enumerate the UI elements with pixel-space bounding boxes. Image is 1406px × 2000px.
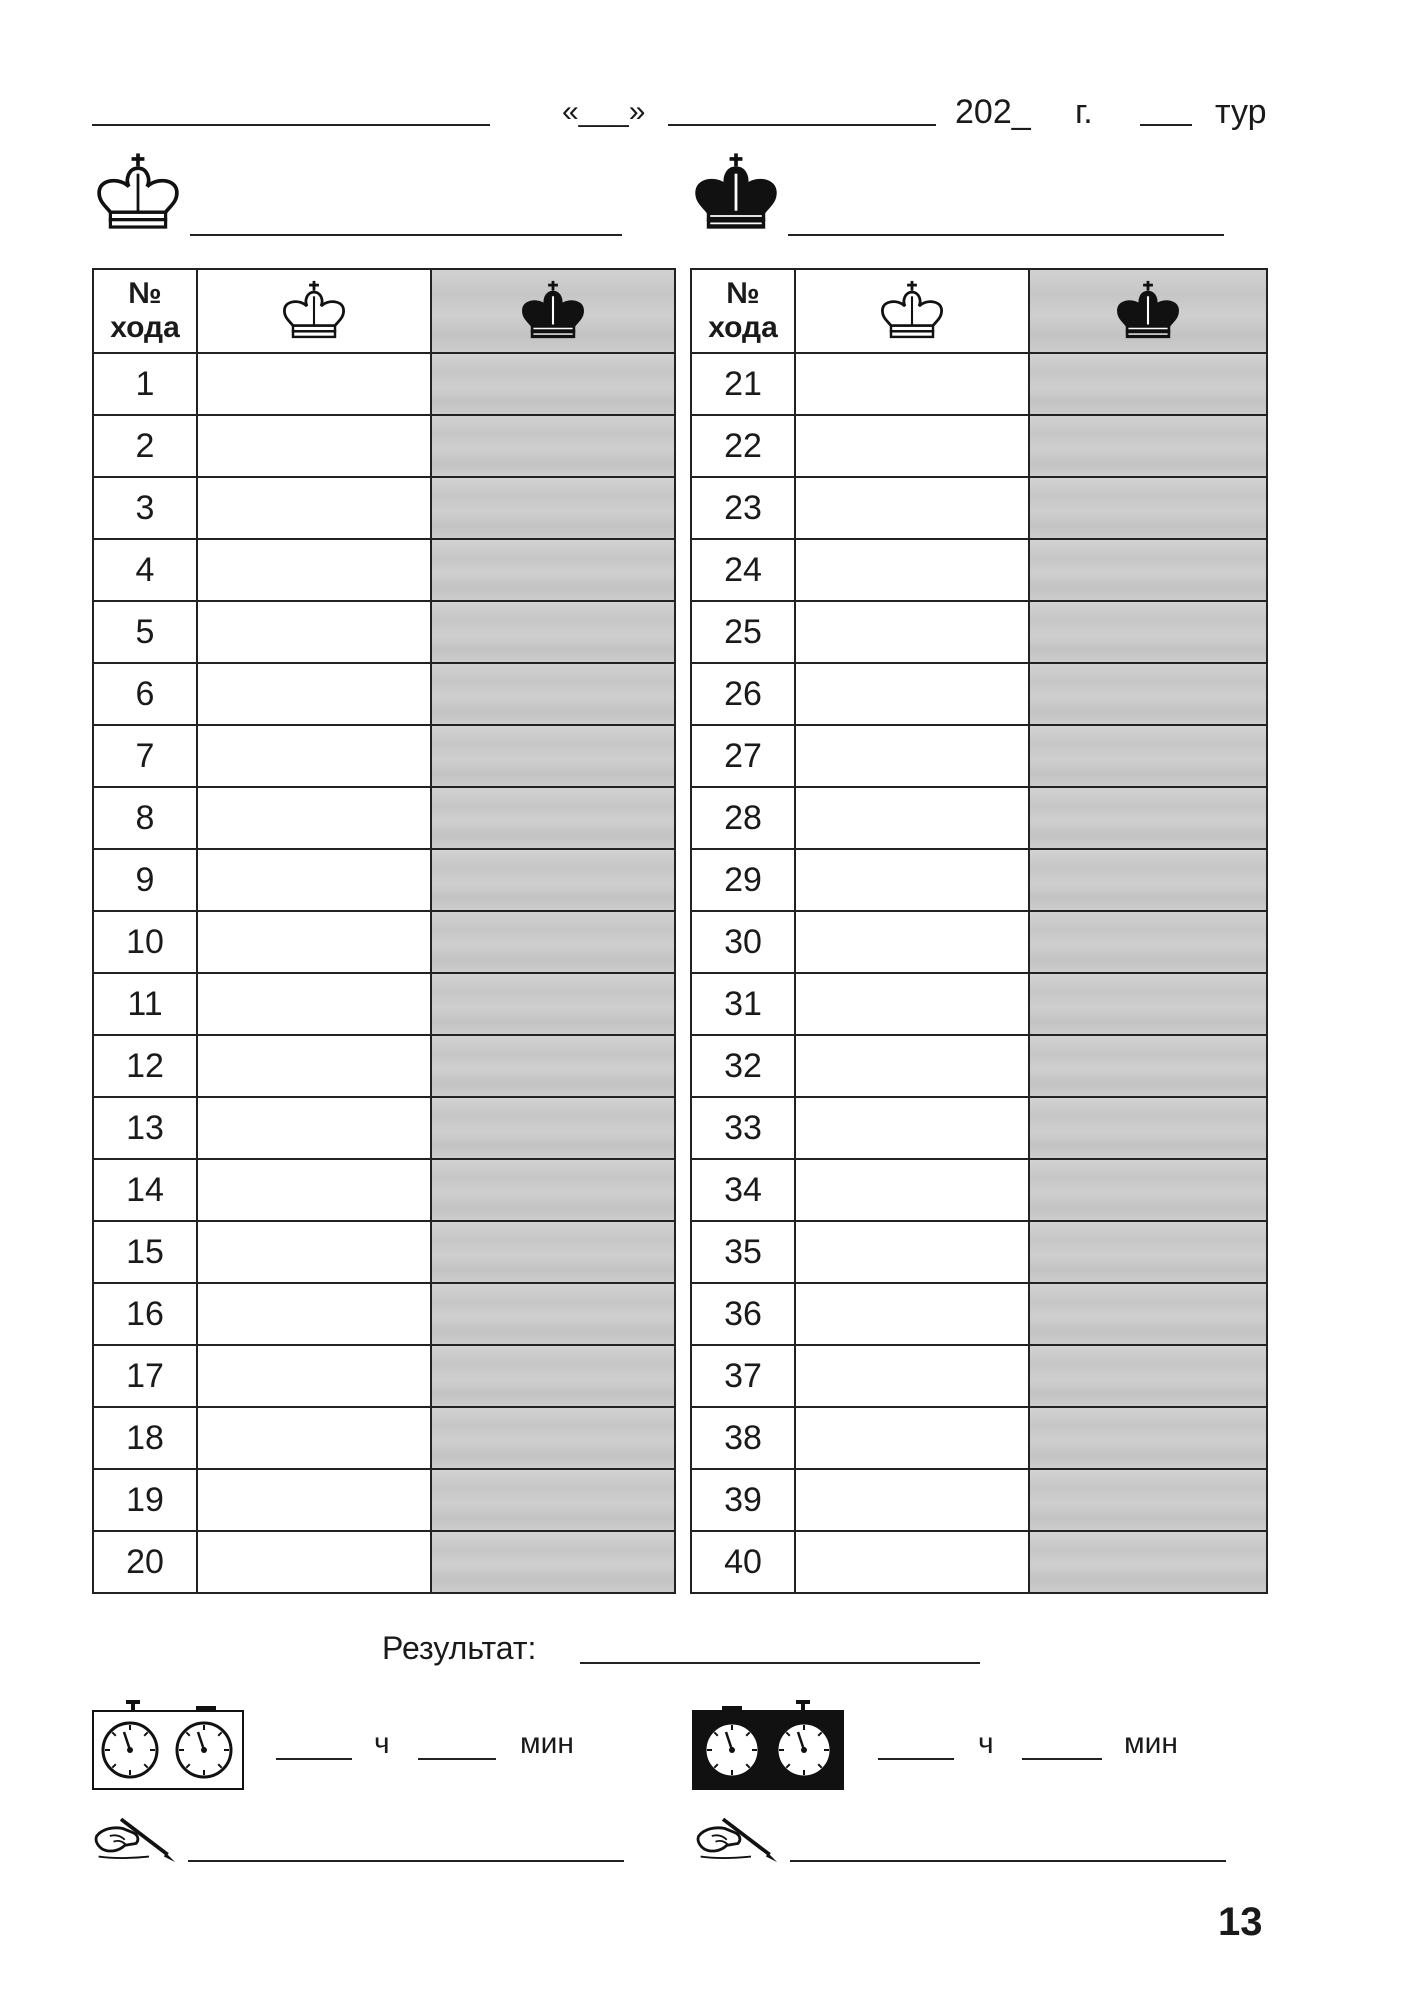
black-move-cell[interactable] (431, 1283, 675, 1345)
black-move-header (431, 269, 675, 353)
chess-clock-white-icon (92, 1700, 244, 1790)
white-move-cell[interactable] (197, 415, 431, 477)
white-move-cell[interactable] (197, 911, 431, 973)
white-minutes-label: мин (520, 1727, 574, 1760)
move-number: 32 (691, 1035, 795, 1097)
white-move-cell[interactable] (197, 787, 431, 849)
move-row (93, 973, 675, 1035)
move-number: 4 (93, 539, 197, 601)
move-number: 12 (93, 1035, 197, 1097)
move-header-line1: № (128, 277, 162, 310)
black-move-cell[interactable] (1029, 601, 1267, 663)
move-number: 33 (691, 1097, 795, 1159)
black-move-cell[interactable] (1029, 1469, 1267, 1531)
move-row (93, 477, 675, 539)
white-move-cell[interactable] (795, 1221, 1029, 1283)
black-move-cell[interactable] (431, 849, 675, 911)
white-move-cell[interactable] (795, 1407, 1029, 1469)
move-row (691, 911, 1267, 973)
move-row (93, 1345, 675, 1407)
round-label: тур (1215, 93, 1267, 131)
date-year-suffix: г. (1075, 93, 1093, 131)
black-move-cell[interactable] (1029, 663, 1267, 725)
white-move-cell[interactable] (795, 725, 1029, 787)
black-move-cell[interactable] (1029, 415, 1267, 477)
black-move-cell[interactable] (1029, 1407, 1267, 1469)
move-number: 10 (93, 911, 197, 973)
date-month-line[interactable] (668, 124, 936, 126)
move-row (93, 601, 675, 663)
white-move-cell[interactable] (795, 1097, 1029, 1159)
white-move-cell[interactable] (197, 1345, 431, 1407)
black-move-cell[interactable] (431, 601, 675, 663)
page-number: 13 (1218, 1900, 1263, 1944)
move-row (93, 1469, 675, 1531)
white-move-cell[interactable] (197, 353, 431, 415)
black-move-cell[interactable] (431, 353, 675, 415)
white-move-cell[interactable] (795, 1531, 1029, 1593)
white-move-cell[interactable] (197, 477, 431, 539)
white-move-cell[interactable] (795, 973, 1029, 1035)
writing-hand-icon (694, 1808, 780, 1864)
white-move-cell[interactable] (197, 1221, 431, 1283)
white-move-cell[interactable] (795, 787, 1029, 849)
white-move-cell[interactable] (795, 1469, 1029, 1531)
move-number: 13 (93, 1097, 197, 1159)
event-name-line[interactable] (92, 124, 490, 126)
black-move-cell[interactable] (1029, 1345, 1267, 1407)
white-move-header (795, 269, 1029, 353)
result-line[interactable] (580, 1662, 980, 1664)
move-number: 31 (691, 973, 795, 1035)
black-minutes-line[interactable] (1022, 1758, 1102, 1760)
move-number: 19 (93, 1469, 197, 1531)
move-row (691, 973, 1267, 1035)
move-number: 17 (93, 1345, 197, 1407)
move-number-header (93, 269, 197, 353)
white-move-cell[interactable] (197, 601, 431, 663)
moves-table-left (92, 268, 676, 1594)
move-number: 1 (93, 353, 197, 415)
move-number: 24 (691, 539, 795, 601)
move-number: 25 (691, 601, 795, 663)
move-row (93, 787, 675, 849)
white-move-cell[interactable] (197, 1469, 431, 1531)
date-year: 202_ (955, 93, 1031, 131)
black-move-cell[interactable] (431, 1097, 675, 1159)
black-move-cell[interactable] (1029, 725, 1267, 787)
move-number: 30 (691, 911, 795, 973)
black-move-cell[interactable] (431, 911, 675, 973)
move-row (691, 663, 1267, 725)
black-move-cell[interactable] (1029, 1097, 1267, 1159)
white-move-cell[interactable] (795, 1035, 1029, 1097)
move-row (93, 1097, 675, 1159)
black-move-cell[interactable] (1029, 1159, 1267, 1221)
move-number: 14 (93, 1159, 197, 1221)
white-move-cell[interactable] (795, 911, 1029, 973)
move-row (691, 539, 1267, 601)
black-move-cell[interactable] (431, 1035, 675, 1097)
black-move-cell[interactable] (1029, 911, 1267, 973)
black-move-cell[interactable] (431, 787, 675, 849)
move-number: 37 (691, 1345, 795, 1407)
move-number: 20 (93, 1531, 197, 1593)
white-hours-label: ч (374, 1727, 390, 1760)
move-row (93, 911, 675, 973)
white-signature-line[interactable] (188, 1860, 624, 1862)
black-move-cell[interactable] (431, 1469, 675, 1531)
move-number: 27 (691, 725, 795, 787)
move-row (691, 725, 1267, 787)
white-move-cell[interactable] (795, 477, 1029, 539)
move-number: 22 (691, 415, 795, 477)
move-number: 16 (93, 1283, 197, 1345)
white-move-cell[interactable] (197, 1035, 431, 1097)
white-move-cell[interactable] (197, 663, 431, 725)
move-row (691, 477, 1267, 539)
black-move-cell[interactable] (1029, 1283, 1267, 1345)
move-row (691, 1283, 1267, 1345)
white-move-cell[interactable] (197, 1407, 431, 1469)
black-move-cell[interactable] (431, 415, 675, 477)
black-hours-label: ч (978, 1727, 994, 1760)
black-move-header (1029, 269, 1267, 353)
white-move-cell[interactable] (795, 601, 1029, 663)
move-number: 23 (691, 477, 795, 539)
move-row (93, 849, 675, 911)
black-signature-line[interactable] (790, 1860, 1226, 1862)
white-move-cell[interactable] (795, 1283, 1029, 1345)
move-number: 36 (691, 1283, 795, 1345)
move-row (691, 1345, 1267, 1407)
black-move-cell[interactable] (431, 1345, 675, 1407)
black-king-icon (690, 150, 782, 236)
white-move-cell[interactable] (795, 353, 1029, 415)
move-row (691, 601, 1267, 663)
move-row (93, 1159, 675, 1221)
black-move-cell[interactable] (431, 477, 675, 539)
white-move-cell[interactable] (197, 1159, 431, 1221)
black-move-cell[interactable] (1029, 353, 1267, 415)
move-number: 15 (93, 1221, 197, 1283)
white-move-cell[interactable] (197, 849, 431, 911)
move-row (691, 1035, 1267, 1097)
black-move-cell[interactable] (431, 973, 675, 1035)
black-move-cell[interactable] (431, 1159, 675, 1221)
move-header-line2: хода (708, 311, 778, 344)
black-move-cell[interactable] (431, 1531, 675, 1593)
white-move-cell[interactable] (795, 1159, 1029, 1221)
move-row (93, 353, 675, 415)
writing-hand-icon (92, 1808, 178, 1864)
black-move-cell[interactable] (1029, 1035, 1267, 1097)
white-move-cell[interactable] (795, 1345, 1029, 1407)
white-move-cell[interactable] (197, 1097, 431, 1159)
black-move-cell[interactable] (431, 663, 675, 725)
move-number: 35 (691, 1221, 795, 1283)
white-minutes-line[interactable] (418, 1758, 496, 1760)
move-number: 3 (93, 477, 197, 539)
white-move-cell[interactable] (197, 1531, 431, 1593)
white-move-cell[interactable] (795, 539, 1029, 601)
result-label: Результат: (382, 1630, 537, 1666)
move-number-header (691, 269, 795, 353)
chess-clock-black-icon (692, 1700, 844, 1790)
white-move-cell[interactable] (795, 849, 1029, 911)
black-move-cell[interactable] (1029, 1531, 1267, 1593)
move-number: 2 (93, 415, 197, 477)
date-day-quote: «___» (562, 95, 646, 128)
move-row (93, 1035, 675, 1097)
move-row (93, 1407, 675, 1469)
black-hours-line[interactable] (878, 1758, 954, 1760)
move-number: 40 (691, 1531, 795, 1593)
move-number: 11 (93, 973, 197, 1035)
move-row (691, 1221, 1267, 1283)
move-number: 6 (93, 663, 197, 725)
move-number: 21 (691, 353, 795, 415)
move-row (93, 539, 675, 601)
move-row (691, 415, 1267, 477)
move-row (93, 1531, 675, 1593)
move-row (93, 725, 675, 787)
black-king-icon (518, 279, 588, 343)
move-number: 26 (691, 663, 795, 725)
move-row (691, 1407, 1267, 1469)
move-row (691, 849, 1267, 911)
black-move-cell[interactable] (1029, 1221, 1267, 1283)
black-move-cell[interactable] (1029, 849, 1267, 911)
move-row (691, 1159, 1267, 1221)
white-move-cell[interactable] (197, 1283, 431, 1345)
white-move-cell[interactable] (795, 415, 1029, 477)
move-number: 8 (93, 787, 197, 849)
moves-table-right (690, 268, 1268, 1594)
black-player-line[interactable] (788, 234, 1224, 236)
move-row (691, 1097, 1267, 1159)
white-hours-line[interactable] (276, 1758, 352, 1760)
black-move-cell[interactable] (1029, 477, 1267, 539)
black-move-cell[interactable] (1029, 973, 1267, 1035)
white-king-icon (92, 150, 184, 236)
move-row (93, 415, 675, 477)
white-king-icon (877, 279, 947, 343)
black-move-cell[interactable] (1029, 787, 1267, 849)
white-move-cell[interactable] (795, 663, 1029, 725)
move-row (691, 1469, 1267, 1531)
white-king-icon (279, 279, 349, 343)
black-minutes-label: мин (1124, 1727, 1178, 1760)
move-header-line1: № (726, 277, 760, 310)
move-number: 9 (93, 849, 197, 911)
move-number: 29 (691, 849, 795, 911)
move-number: 18 (93, 1407, 197, 1469)
move-number: 39 (691, 1469, 795, 1531)
move-row (93, 663, 675, 725)
move-number: 5 (93, 601, 197, 663)
black-king-icon (1113, 279, 1183, 343)
move-number: 28 (691, 787, 795, 849)
white-move-cell[interactable] (197, 539, 431, 601)
black-move-cell[interactable] (431, 1407, 675, 1469)
black-move-cell[interactable] (1029, 539, 1267, 601)
move-row (691, 1531, 1267, 1593)
move-row (93, 1221, 675, 1283)
move-number: 7 (93, 725, 197, 787)
move-header-line2: хода (110, 311, 180, 344)
move-row (691, 353, 1267, 415)
black-move-cell[interactable] (431, 725, 675, 787)
white-player-line[interactable] (190, 234, 622, 236)
round-number-line[interactable] (1140, 124, 1192, 126)
move-number: 34 (691, 1159, 795, 1221)
move-row (93, 1283, 675, 1345)
white-move-cell[interactable] (197, 725, 431, 787)
black-move-cell[interactable] (431, 1221, 675, 1283)
move-number: 38 (691, 1407, 795, 1469)
move-row (691, 787, 1267, 849)
white-move-header (197, 269, 431, 353)
black-move-cell[interactable] (431, 539, 675, 601)
white-move-cell[interactable] (197, 973, 431, 1035)
